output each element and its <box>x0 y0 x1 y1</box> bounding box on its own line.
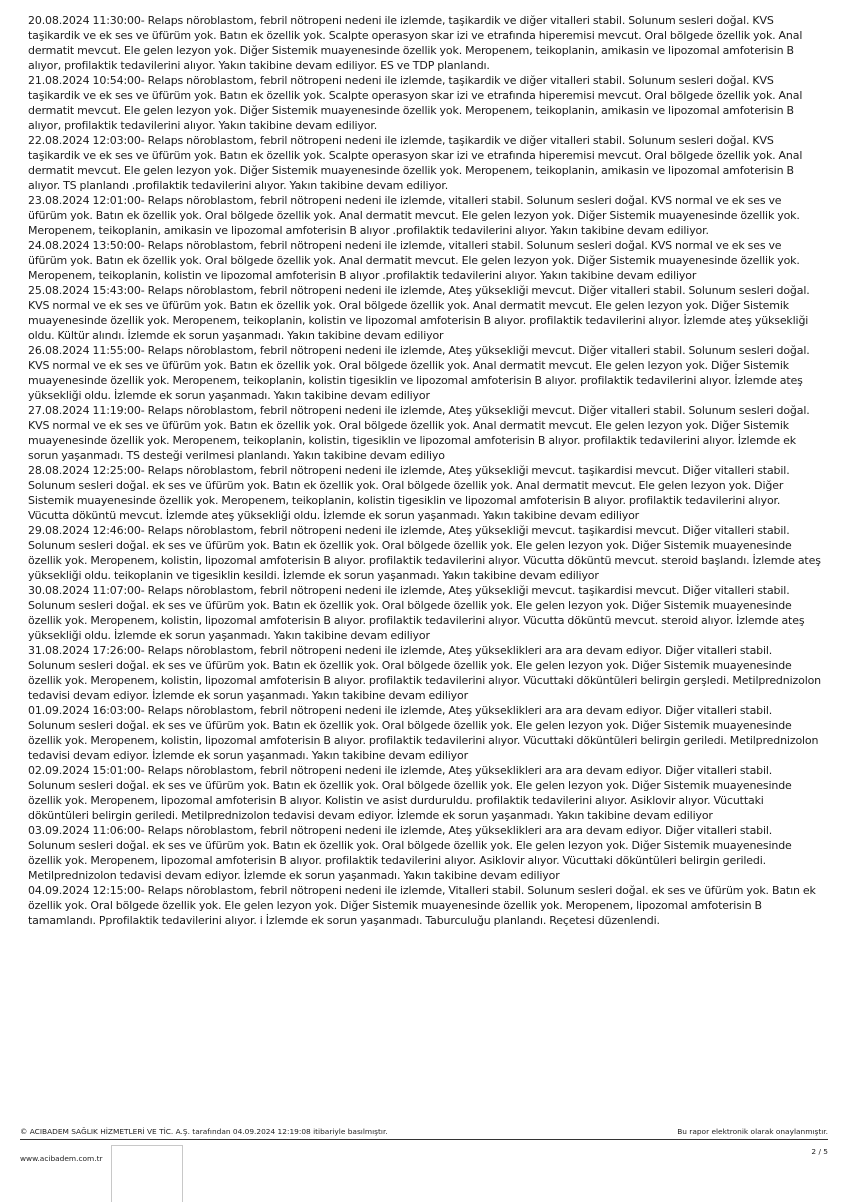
note-entry: 22.08.2024 12:03:00- Relaps nöroblastom, febril nötropeni nedeni ile izlemde, taşikardik ve diğer vitalleri stabil. Solunum sesleri doğal. KVS taşikardik ve ek ses ve üfürüm yok. Batın ek özellik yok. Scalpte operasyon skar izi ve etrafında hiperemisi mevcut. Oral bölgede özellik yok. Anal dermatit mevcut. Ele gelen lezyon yok. Diğer Sistemik muayenesinde özellik yok. Meropenem, teikoplanin, amikasin ve lipozomal amfoterisin B alıyor. TS planlandı .profilaktik tedavilerini alıyor. Yakın takibine devam ediliyor. <box>28 134 803 192</box>
page-number: 2 / 5 <box>811 1147 828 1156</box>
note-entry: 25.08.2024 15:43:00- Relaps nöroblastom, febril nötropeni nedeni ile izlemde, Ateş yüksekliği mevcut. Diğer vitalleri stabil. Solunum sesleri doğal. KVS normal ve ek ses ve üfürüm yok. Batın ek özellik yok. Oral bölgede özellik yok. Anal dermatit mevcut. Ele gelen lezyon yok. Diğer Sistemik muayenesinde özellik yok. Meropenem, teikoplanin, kolistin ve lipozomal amfoterisin B alıyor. profilaktik tedavilerini alıyor. İzlemde ateş yüksekliği oldu. Kültür alındı. İzlemde ek sorun yaşanmadı. Yakın takibine devam ediliyor <box>28 284 810 342</box>
note-entry: 02.09.2024 15:01:00- Relaps nöroblastom, febril nötropeni nedeni ile izlemde, Ateş yükseklikleri ara ara devam ediyor. Diğer vitalleri stabil. Solunum sesleri doğal. ek ses ve üfürüm yok. Batın ek özellik yok. Oral bölgede özellik yok. Ele gelen lezyon yok. Diğer Sistemik muayenesinde özellik yok. Meropenem, lipozomal amfoterisin B alıyor. Kolistin ve asist durduruldu. profilaktik tedavilerini alıyor. Asiklovir alıyor. Vücuttaki döküntüleri belirgin geriledi. Metilprednizolon tedavisi devam ediyor. İzlemde ek sorun yaşanmadı. Yakın takibine devam ediliyor <box>28 764 792 822</box>
note-entry: 31.08.2024 17:26:00- Relaps nöroblastom, febril nötropeni nedeni ile izlemde, Ateş yükseklikleri ara ara devam ediyor. Diğer vitalleri stabil. Solunum sesleri doğal. ek ses ve üfürüm yok. Batın ek özellik yok. Oral bölgede özellik yok. Ele gelen lezyon yok. Diğer Sistemik muayenesinde özellik yok. Meropenem, kolistin, lipozomal amfoterisin B alıyor. profilaktik tedavilerini alıyor. Vücuttaki döküntüleri belirgin gerşledi. Metilprednizolon tedavisi devam ediyor. İzlemde ek sorun yaşanmadı. Yakın takibine devam ediliyor <box>28 644 822 702</box>
footer-divider <box>20 1139 828 1140</box>
note-entry: 04.09.2024 12:15:00- Relaps nöroblastom, febril nötropeni nedeni ile izlemde, Vitalleri stabil. Solunum sesleri doğal. ek ses ve üfürüm yok. Batın ek özellik yok. Oral bölgede özellik yok. Ele gelen lezyon yok. Diğer Sistemik muayenesinde özellik yok. Meropenem, lipozomal amfoterisin B tamamlandı. Pprofilaktik tedavilerini alıyor. i İzlemde ek sorun yaşanmadı. Taburculuğu planlandı. Reçetesi düzenlendi. <box>28 884 816 927</box>
note-entry: 01.09.2024 16:03:00- Relaps nöroblastom, febril nötropeni nedeni ile izlemde, Ateş yükseklikleri ara ara devam ediyor. Diğer vitalleri stabil. Solunum sesleri doğal. ek ses ve üfürüm yok. Batın ek özellik yok. Oral bölgede özellik yok. Ele gelen lezyon yok. Diğer Sistemik muayenesinde özellik yok. Meropenem, kolistin, lipozomal amfoterisin B alıyor. profilaktik tedavilerini alıyor. Vücuttaki döküntüleri belirgin geriledi. Metilprednizolon tedavisi devam ediyor. İzlemde ek sorun yaşanmadı. Yakın takibine devam ediliyor <box>28 704 819 762</box>
note-entry: 20.08.2024 11:30:00- Relaps nöroblastom, febril nötropeni nedeni ile izlemde, taşikardik ve diğer vitalleri stabil. Solunum sesleri doğal. KVS taşikardik ve ek ses ve üfürüm yok. Batın ek özellik yok. Scalpte operasyon skar izi ve etrafında hiperemisi mevcut. Oral bölgede özellik yok. Anal dermatit mevcut. Ele gelen lezyon yok. Diğer Sistemik muayenesinde özellik yok. Meropenem, teikoplanin, amikasin ve lipozomal amfoterisin B alıyor, profilaktik tedavilerini alıyor. Yakın takibine devam ediliyor. ES ve TDP planlandı. <box>28 14 803 72</box>
note-entry: 24.08.2024 13:50:00- Relaps nöroblastom, febril nötropeni nedeni ile izlemde, vitalleri stabil. Solunum sesleri doğal. KVS normal ve ek ses ve üfürüm yok. Batın ek özellik yok. Oral bölgede özellik yok. Anal dermatit mevcut. Ele gelen lezyon yok. Diğer Sistemik muayenesinde özellik yok. Meropenem, teikoplanin, kolistin ve lipozomal amfoterisin B alıyor .profilaktik tedavilerini alıyor. Yakın takibine devam ediliyor <box>28 239 800 282</box>
approval-note: Bu rapor elektronik olarak onaylanmıştır. <box>677 1127 828 1136</box>
note-entry: 21.08.2024 10:54:00- Relaps nöroblastom, febril nötropeni nedeni ile izlemde, taşikardik ve diğer vitalleri stabil. Solunum sesleri doğal. KVS taşikardik ve ek ses ve üfürüm yok. Batın ek özellik yok. Scalpte operasyon skar izi ve etrafında hiperemisi mevcut. Oral bölgede özellik yok. Anal dermatit mevcut. Ele gelen lezyon yok. Diğer Sistemik muayenesinde özellik yok. Meropenem, teikoplanin, amikasin ve lipozomal amfoterisin B alıyor, profilaktik tedavilerini alıyor. Yakın takibine devam ediliyor. <box>28 74 803 132</box>
note-entry: 29.08.2024 12:46:00- Relaps nöroblastom, febril nötropeni nedeni ile izlemde, Ateş yüksekliği mevcut. taşikardisi mevcut. Diğer vitalleri stabil. Solunum sesleri doğal. ek ses ve üfürüm yok. Batın ek özellik yok. Oral bölgede özellik yok. Ele gelen lezyon yok. Diğer Sistemik muayenesinde özellik yok. Meropenem, kolistin, lipozomal amfoterisin B alıyor. profilaktik tedavilerini alıyor. Vücutta döküntü mevcut. steroid başlandı. İzlemde ateş yüksekliği oldu. teikoplanin ve tigesiklin kesildi. İzlemde ek sorun yaşanmadı. Yakın takibine devam ediliyor <box>28 524 821 582</box>
note-entry: 26.08.2024 11:55:00- Relaps nöroblastom, febril nötropeni nedeni ile izlemde, Ateş yüksekliği mevcut. Diğer vitalleri stabil. Solunum sesleri doğal. KVS normal ve ek ses ve üfürüm yok. Batın ek özellik yok. Oral bölgede özellik yok. Anal dermatit mevcut. Ele gelen lezyon yok. Diğer Sistemik muayenesinde özellik yok. Meropenem, teikoplanin, kolistin tigesiklin ve lipozomal amfoterisin B alıyor. profilaktik tedavilerini alıyor. İzlemde ateş yüksekliği oldu. İzlemde ek sorun yaşanmadı. Yakın takibine devam ediliyor <box>28 344 810 402</box>
note-entry: 03.09.2024 11:06:00- Relaps nöroblastom, febril nötropeni nedeni ile izlemde, Ateş yükseklikleri ara ara devam ediyor. Diğer vitalleri stabil. Solunum sesleri doğal. ek ses ve üfürüm yok. Batın ek özellik yok. Oral bölgede özellik yok. Ele gelen lezyon yok. Diğer Sistemik muayenesinde özellik yok. Meropenem, lipozomal amfoterisin B alıyor. profilaktik tedavilerini alıyor. Asiklovir alıyor. Vücuttaki döküntüleri belirgin geriledi. Metilprednizolon tedavisi devam ediyor. İzlemde ek sorun yaşanmadı. Yakın takibine devam ediliyor <box>28 824 792 882</box>
progress-notes <box>28 13 822 928</box>
stamp-box <box>111 1145 183 1202</box>
note-entry: 30.08.2024 11:07:00- Relaps nöroblastom, febril nötropeni nedeni ile izlemde, Ateş yüksekliği mevcut. taşikardisi mevcut. Diğer vitalleri stabil. Solunum sesleri doğal. ek ses ve üfürüm yok. Batın ek özellik yok. Oral bölgede özellik yok. Ele gelen lezyon yok. Diğer Sistemik muayenesinde özellik yok. Meropenem, kolistin, lipozomal amfoterisin B alıyor. profilaktik tedavilerini alıyor. Vücutta döküntü mevcut. steroid alıyor. İzlemde ateş yüksekliği oldu. İzlemde ek sorun yaşanmadı. Yakın takibine devam ediliyor <box>28 584 805 642</box>
note-entry: 28.08.2024 12:25:00- Relaps nöroblastom, febril nötropeni nedeni ile izlemde, Ateş yüksekliği mevcut. taşikardisi mevcut. Diğer vitalleri stabil. Solunum sesleri doğal. ek ses ve üfürüm yok. Batın ek özellik yok. Oral bölgede özellik yok. Anal dermatit mevcut. Ele gelen lezyon yok. Diğer Sistemik muayenesinde özellik yok. Meropenem, teikoplanin, kolistin tigesiklin ve lipozomal amfoterisin B alıyor. profilaktik tedavilerini alıyor. Vücutta döküntü mevcut. İzlemde ateş yüksekliği oldu. İzlemde ek sorun yaşanmadı. Yakın takibine devam ediliyor <box>28 464 790 522</box>
website-link[interactable]: www.acibadem.com.tr <box>20 1154 103 1163</box>
print-info: © ACIBADEM SAĞLIK HİZMETLERİ VE TİC. A.Ş. tarafından 04.09.2024 12:19:08 itibariyle basılmıştır. <box>20 1127 388 1136</box>
note-entry: 23.08.2024 12:01:00- Relaps nöroblastom, febril nötropeni nedeni ile izlemde, vitalleri stabil. Solunum sesleri doğal. KVS normal ve ek ses ve üfürüm yok. Batın ek özellik yok. Oral bölgede özellik yok. Anal dermatit mevcut. Ele gelen lezyon yok. Diğer Sistemik muayenesinde özellik yok. Meropenem, teikoplanin, amikasin ve lipozomal amfoterisin B alıyor .profilaktik tedavilerini alıyor. Yakın takibine devam ediliyor. <box>28 194 800 237</box>
note-entry: 27.08.2024 11:19:00- Relaps nöroblastom, febril nötropeni nedeni ile izlemde, Ateş yüksekliği mevcut. Diğer vitalleri stabil. Solunum sesleri doğal. KVS normal ve ek ses ve üfürüm yok. Batın ek özellik yok. Oral bölgede özellik yok. Anal dermatit mevcut. Ele gelen lezyon yok. Diğer Sistemik muayenesinde özellik yok. Meropenem, teikoplanin, kolistin, tigesiklin ve lipozomal amfoterisin B alıyor. profilaktik tedavilerini alıyor. İzlemde ek sorun yaşanmadı. TS desteği verilmesi planlandı. Yakın takibine devam ediliyo <box>28 404 810 462</box>
